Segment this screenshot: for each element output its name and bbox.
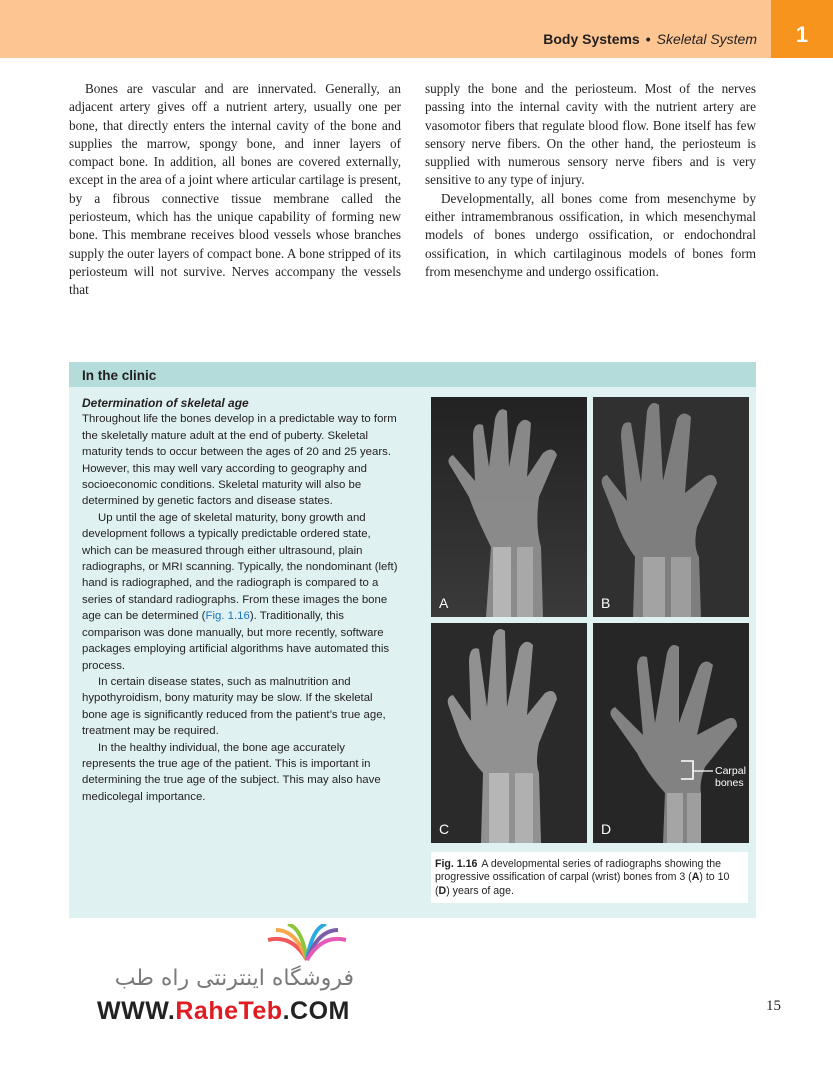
panel-label-d: D: [601, 821, 612, 837]
url-part: RaheTeb: [175, 997, 283, 1025]
caption-text: A developmental series of radiographs showing the progressive ossification of carpal (wrist) bones from 3 (: [435, 858, 722, 884]
figure-reference-link[interactable]: Fig. 1.16: [205, 610, 250, 623]
clinic-paragraph: In certain disease states, such as malnutrition and hypothyroidism, bony maturity may be slow. If the skeletal bone age is significantly reduced from the patient’s true age, treatment may be required.: [82, 675, 386, 738]
running-header: [543, 31, 757, 47]
hand-xray-image: [431, 397, 587, 617]
body-paragraph: supply the bone and the periosteum. Most of the nerves passing into the internal cavity with the nutrient artery are vasomotor fibers that regulate blood flow. Bone itself has few sensory nerve fibers. On the other hand, the periosteum is supplied with numerous sensory nerve fibers and is very sensitive to any type of injury.: [425, 81, 756, 188]
hand-xray-image: [593, 623, 749, 843]
header-subsection: Skeletal System: [656, 31, 757, 47]
carpal-label-line: Carpal: [715, 765, 746, 777]
clinic-text: [82, 395, 400, 805]
body-left-column: [69, 80, 401, 300]
carpal-bones-label: [715, 765, 749, 789]
caption-text: ) to 10 (: [435, 871, 730, 897]
carpal-label-line: bones: [715, 777, 744, 789]
clinic-heading: In the clinic: [69, 362, 756, 387]
radiograph-b: [593, 397, 749, 617]
caption-bold: A: [691, 871, 700, 884]
figure-caption: [431, 852, 748, 903]
watermark-persian-text: فروشگاه اینترنتی راه طب: [114, 966, 354, 991]
watermark-url[interactable]: [97, 997, 350, 1026]
hand-xray-image: [593, 397, 749, 617]
hand-xray-image: [431, 623, 587, 843]
clinic-title: Determination of skeletal age: [82, 396, 249, 410]
clinic-text-span: Up until the age of skeletal maturity, bony growth and development follows a typically predictable ordered state, which can be measured through either ultrasound, plain radiographs, or MRI scanning. Typically, the nondominant (left) hand is radiographed, and the radiograph is compared to a series of standard radiographs. From these images the bone age can be determined (: [82, 511, 398, 623]
panel-label-a: A: [439, 595, 449, 611]
header-band: [0, 0, 771, 58]
radiograph-a: [431, 397, 587, 617]
body-right-column: [425, 80, 756, 281]
chapter-number: 1: [795, 22, 809, 47]
clinic-text-span: ). Traditionally, this comparison was done manually, but more recently, software packages employing artificial algorithms have automated this process.: [82, 610, 390, 672]
header-section: Body Systems: [543, 31, 640, 47]
clinic-paragraph: In the healthy individual, the bone age accurately represents the true age of the patient. This is important in determining the true age of the subject. This may also have medicolegal importance.: [82, 741, 381, 803]
book-rainbow-logo-icon: [262, 924, 352, 964]
figure-number: Fig. 1.16: [435, 858, 478, 870]
url-part: WWW.: [97, 997, 176, 1025]
caption-text: ) years of age.: [446, 884, 514, 897]
clinic-paragraph: Throughout life the bones develop in a predictable way to form the skeletally mature adult at the end of puberty. Skeletal maturity tends to occur between the ages of 20 and 25 years. However, this may well vary according to geography and socioeconomic conditions. Skeletal maturity will also be determined by genetic factors and disease states.: [82, 413, 397, 508]
clinic-paragraph: [82, 510, 400, 674]
radiograph-c: [431, 623, 587, 843]
page-number: 15: [766, 998, 781, 1014]
chapter-number-tab: [771, 0, 833, 58]
radiograph-d: [593, 623, 749, 843]
body-paragraph: Developmentally, all bones come from mesenchyme by either intramembranous ossification, in which mesenchymal models of bones undergo ossification, or endochondral ossification, in which cartilaginous models of bones form from mesenchyme and undergo ossification.: [425, 190, 756, 279]
panel-label-b: B: [601, 595, 611, 611]
url-part: .COM: [282, 997, 350, 1025]
panel-label-c: C: [439, 821, 450, 837]
body-paragraph: Bones are vascular and are innervated. Generally, an adjacent artery gives off a nutrient artery, usually one per bone, that directly enters the internal cavity of the bone and supplies the marrow, spongy bone, and inner layers of compact bone. In addition, all bones are covered externally, except in the area of a joint where articular cartilage is present, by a fibrous connective tissue membrane called the periosteum, which has the unique capability of forming new bone. This membrane receives blood vessels whose branches supply the outer layers of compact bone. A bone stripped of its periosteum will not survive. Nerves accompany the vessels that: [69, 81, 401, 298]
caption-bold: D: [438, 884, 447, 897]
header-separator: •: [645, 31, 651, 47]
